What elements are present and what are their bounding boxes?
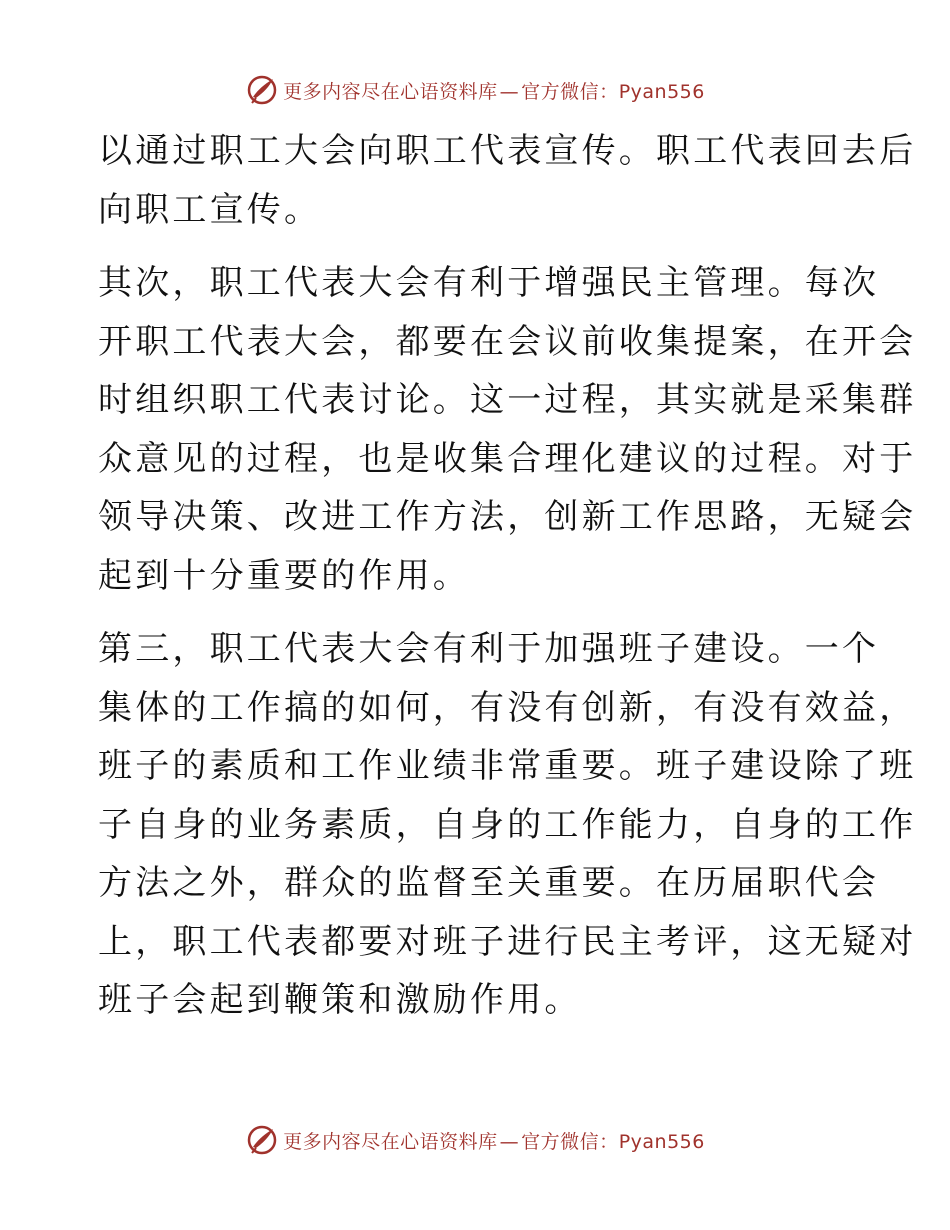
banner-title: 更多内容尽在心语资料库 <box>283 1130 498 1153</box>
paragraph <box>98 122 917 239</box>
document-body <box>98 122 917 1045</box>
banner-wechat-id: Pyan556 <box>618 1130 705 1153</box>
banner-title: 更多内容尽在心语资料库 <box>283 80 498 103</box>
banner-dash: — <box>499 1130 520 1153</box>
text-line: 方法之外，群众的监督至关重要。在历届职代会 <box>98 863 880 903</box>
banner-wechat-id: Pyan556 <box>618 80 705 103</box>
text-line: 开职工代表大会，都要在会议前收集提案，在开会 <box>98 321 917 362</box>
text-line: 领导决策、改进工作方法，创新工作思路，无疑会 <box>98 497 917 537</box>
text-line: 众意见的过程，也是收集合理化建议的过程。对于 <box>98 438 917 479</box>
text-line: 时组织职工代表讨论。这一过程，其实就是采集群 <box>98 380 917 420</box>
quill-logo-icon <box>245 73 279 107</box>
text-line: 向职工宣传。 <box>98 189 322 230</box>
banner-text <box>283 77 705 104</box>
text-line: 班子会起到鞭策和激励作用。 <box>98 980 582 1020</box>
quill-logo-icon <box>245 1123 279 1157</box>
text-line: 上，职工代表都要对班子进行民主考评，这无疑对 <box>98 921 917 962</box>
text-line: 子自身的业务素质，自身的工作能力，自身的工作 <box>98 804 917 845</box>
footer-banner <box>0 1120 950 1160</box>
text-line: 以通过职工大会向职工代表宣传。职工代表回去后 <box>98 131 917 171</box>
paragraph <box>98 254 917 605</box>
header-banner <box>0 70 950 110</box>
banner-wechat-label: 官方微信： <box>521 1130 619 1153</box>
banner-dash: — <box>499 80 520 103</box>
text-line: 班子的素质和工作业绩非常重要。班子建设除了班 <box>98 746 917 786</box>
banner-wechat-label: 官方微信： <box>521 80 619 103</box>
text-line: 集体的工作搞的如何，有没有创新，有没有效益， <box>98 687 917 728</box>
text-line: 其次，职工代表大会有利于增强民主管理。每次 <box>98 263 880 303</box>
paragraph <box>98 620 917 1030</box>
text-line: 第三，职工代表大会有利于加强班子建设。一个 <box>98 629 880 669</box>
text-line: 起到十分重要的作用。 <box>98 555 470 596</box>
banner-text <box>283 1127 705 1154</box>
